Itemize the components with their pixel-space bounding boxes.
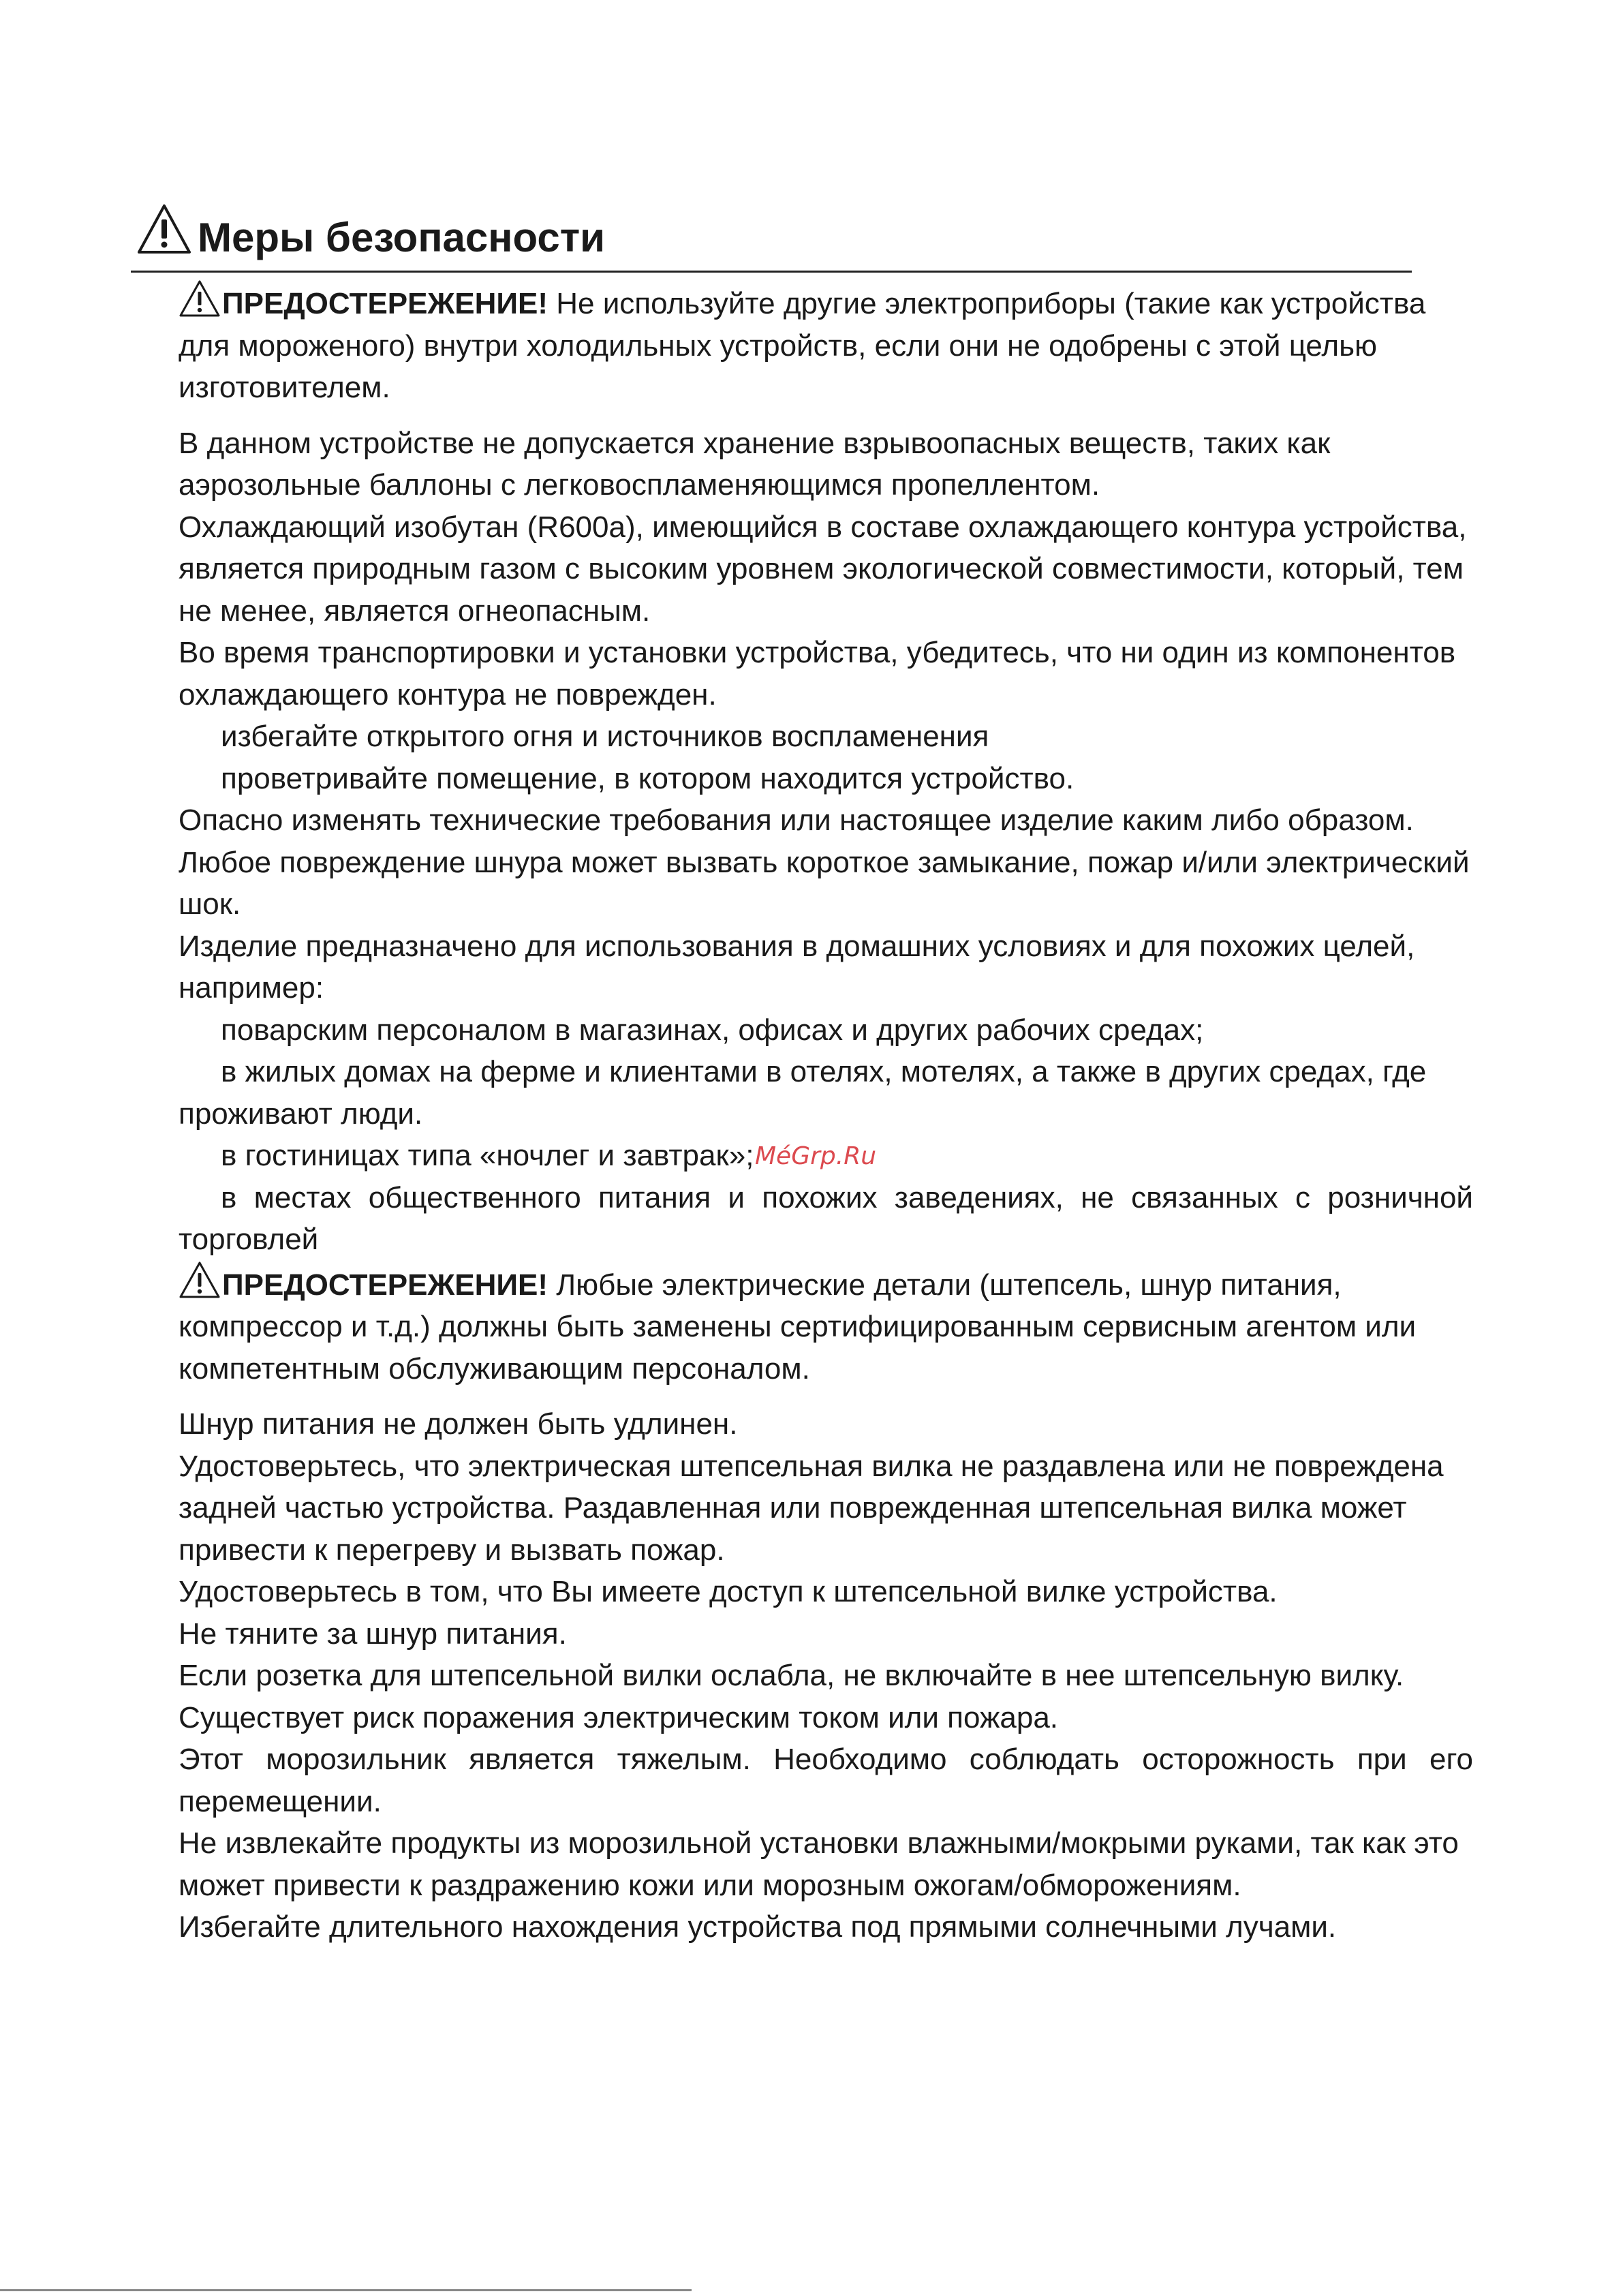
list-item: проветривайте помещение, в котором находится устройство.: [221, 761, 1075, 795]
list-item: в жилых домах на ферме и клиентами в отелях, мотелях, а также в других средах, где проживают люди.: [179, 1055, 1427, 1131]
paragraph: Удостоверьтесь в том, что Вы имеете доступ к штепсельной вилке устройства.: [179, 1575, 1278, 1608]
warning-label: ПРЕДОСТЕРЕЖЕНИЕ!: [222, 287, 548, 320]
paragraph: Удостоверьтесь, что электрическая штепсельная вилка не раздавлена или не повреждена задней частью устройства. Раздавленная или поврежденная штепсельная вилка может привести к перегреву и вызвать пожар.: [179, 1449, 1444, 1567]
list-item: в местах общественного питания и похожих заведениях, не связанных с розничной торговлей: [179, 1180, 1473, 1256]
warning-triangle-icon: [136, 203, 192, 255]
warning-paragraph: [179, 1261, 1473, 1390]
watermark: MéGrp.Ru: [755, 1142, 877, 1170]
list-item: поварским персоналом в магазинах, офисах и других рабочих средах;: [221, 1013, 1204, 1047]
paragraph-text: Любые электрические детали (штепсель, шнур питания, компрессор и т.д.) должны быть заменены сертифицированным сервисным агентом или компетентным обслуживающим персоналом.: [179, 1268, 1417, 1386]
warning-triangle-icon: [179, 279, 221, 318]
warning-paragraph: [179, 279, 1473, 409]
paragraph: В данном устройстве не допускается хранение взрывоопасных веществ, таких как аэрозольные баллоны с легковоспламеняющимся пропеллентом.: [179, 426, 1331, 502]
list-item: в гостиницах типа «ночлег и завтрак»;: [221, 1139, 754, 1172]
page-title: Меры безопасности: [198, 215, 606, 260]
paragraph: Не извлекайте продукты из морозильной установки влажными/мокрыми руками, так как это может привести к раздражению кожи или морозным ожогам/обморожениям.: [179, 1826, 1459, 1902]
paragraph: Шнур питания не должен быть удлинен.: [179, 1407, 738, 1441]
paragraph: Опасно изменять технические требования или настоящее изделие каким либо образом. Любое повреждение шнура может вызвать короткое замыкание, пожар и/или электрический шок.: [179, 803, 1470, 921]
paragraph: Этот морозильник является тяжелым. Необходимо соблюдать осторожность при его перемещении.: [179, 1743, 1473, 1818]
bottom-divider: [0, 2289, 692, 2291]
section-heading: [131, 198, 1412, 273]
paragraph: Если розетка для штепсельной вилки ослабла, не включайте в нее штепсельную вилку. Существует риск поражения электрическим током или пожара.: [179, 1659, 1404, 1734]
paragraph: Избегайте длительного нахождения устройства под прямыми солнечными лучами.: [179, 1910, 1337, 1944]
paragraph: Охлаждающий изобутан (R600a), имеющийся в составе охлаждающего контура устройства, является природным газом с высоким уровнем экологической совместимости, который, тем не менее, является огнеопасным.: [179, 510, 1467, 628]
paragraph: Не тяните за шнур питания.: [179, 1617, 567, 1651]
paragraph-text: Не используйте другие электроприборы (такие как устройства для мороженого) внутри холодильных устройств, если они не одобрены с этой целью изготовителем.: [179, 287, 1426, 404]
warning-triangle-icon: [179, 1261, 221, 1299]
paragraph: Изделие предназначено для использования в домашних условиях и для похожих целей, например:: [179, 929, 1415, 1005]
list-item: избегайте открытого огня и источников воспламенения: [221, 720, 989, 753]
warning-label: ПРЕДОСТЕРЕЖЕНИЕ!: [222, 1268, 548, 1302]
paragraph: Во время транспортировки и установки устройства, убедитесь, что ни один из компонентов охлаждающего контура не поврежден.: [179, 636, 1456, 711]
safety-text: [179, 279, 1473, 1948]
